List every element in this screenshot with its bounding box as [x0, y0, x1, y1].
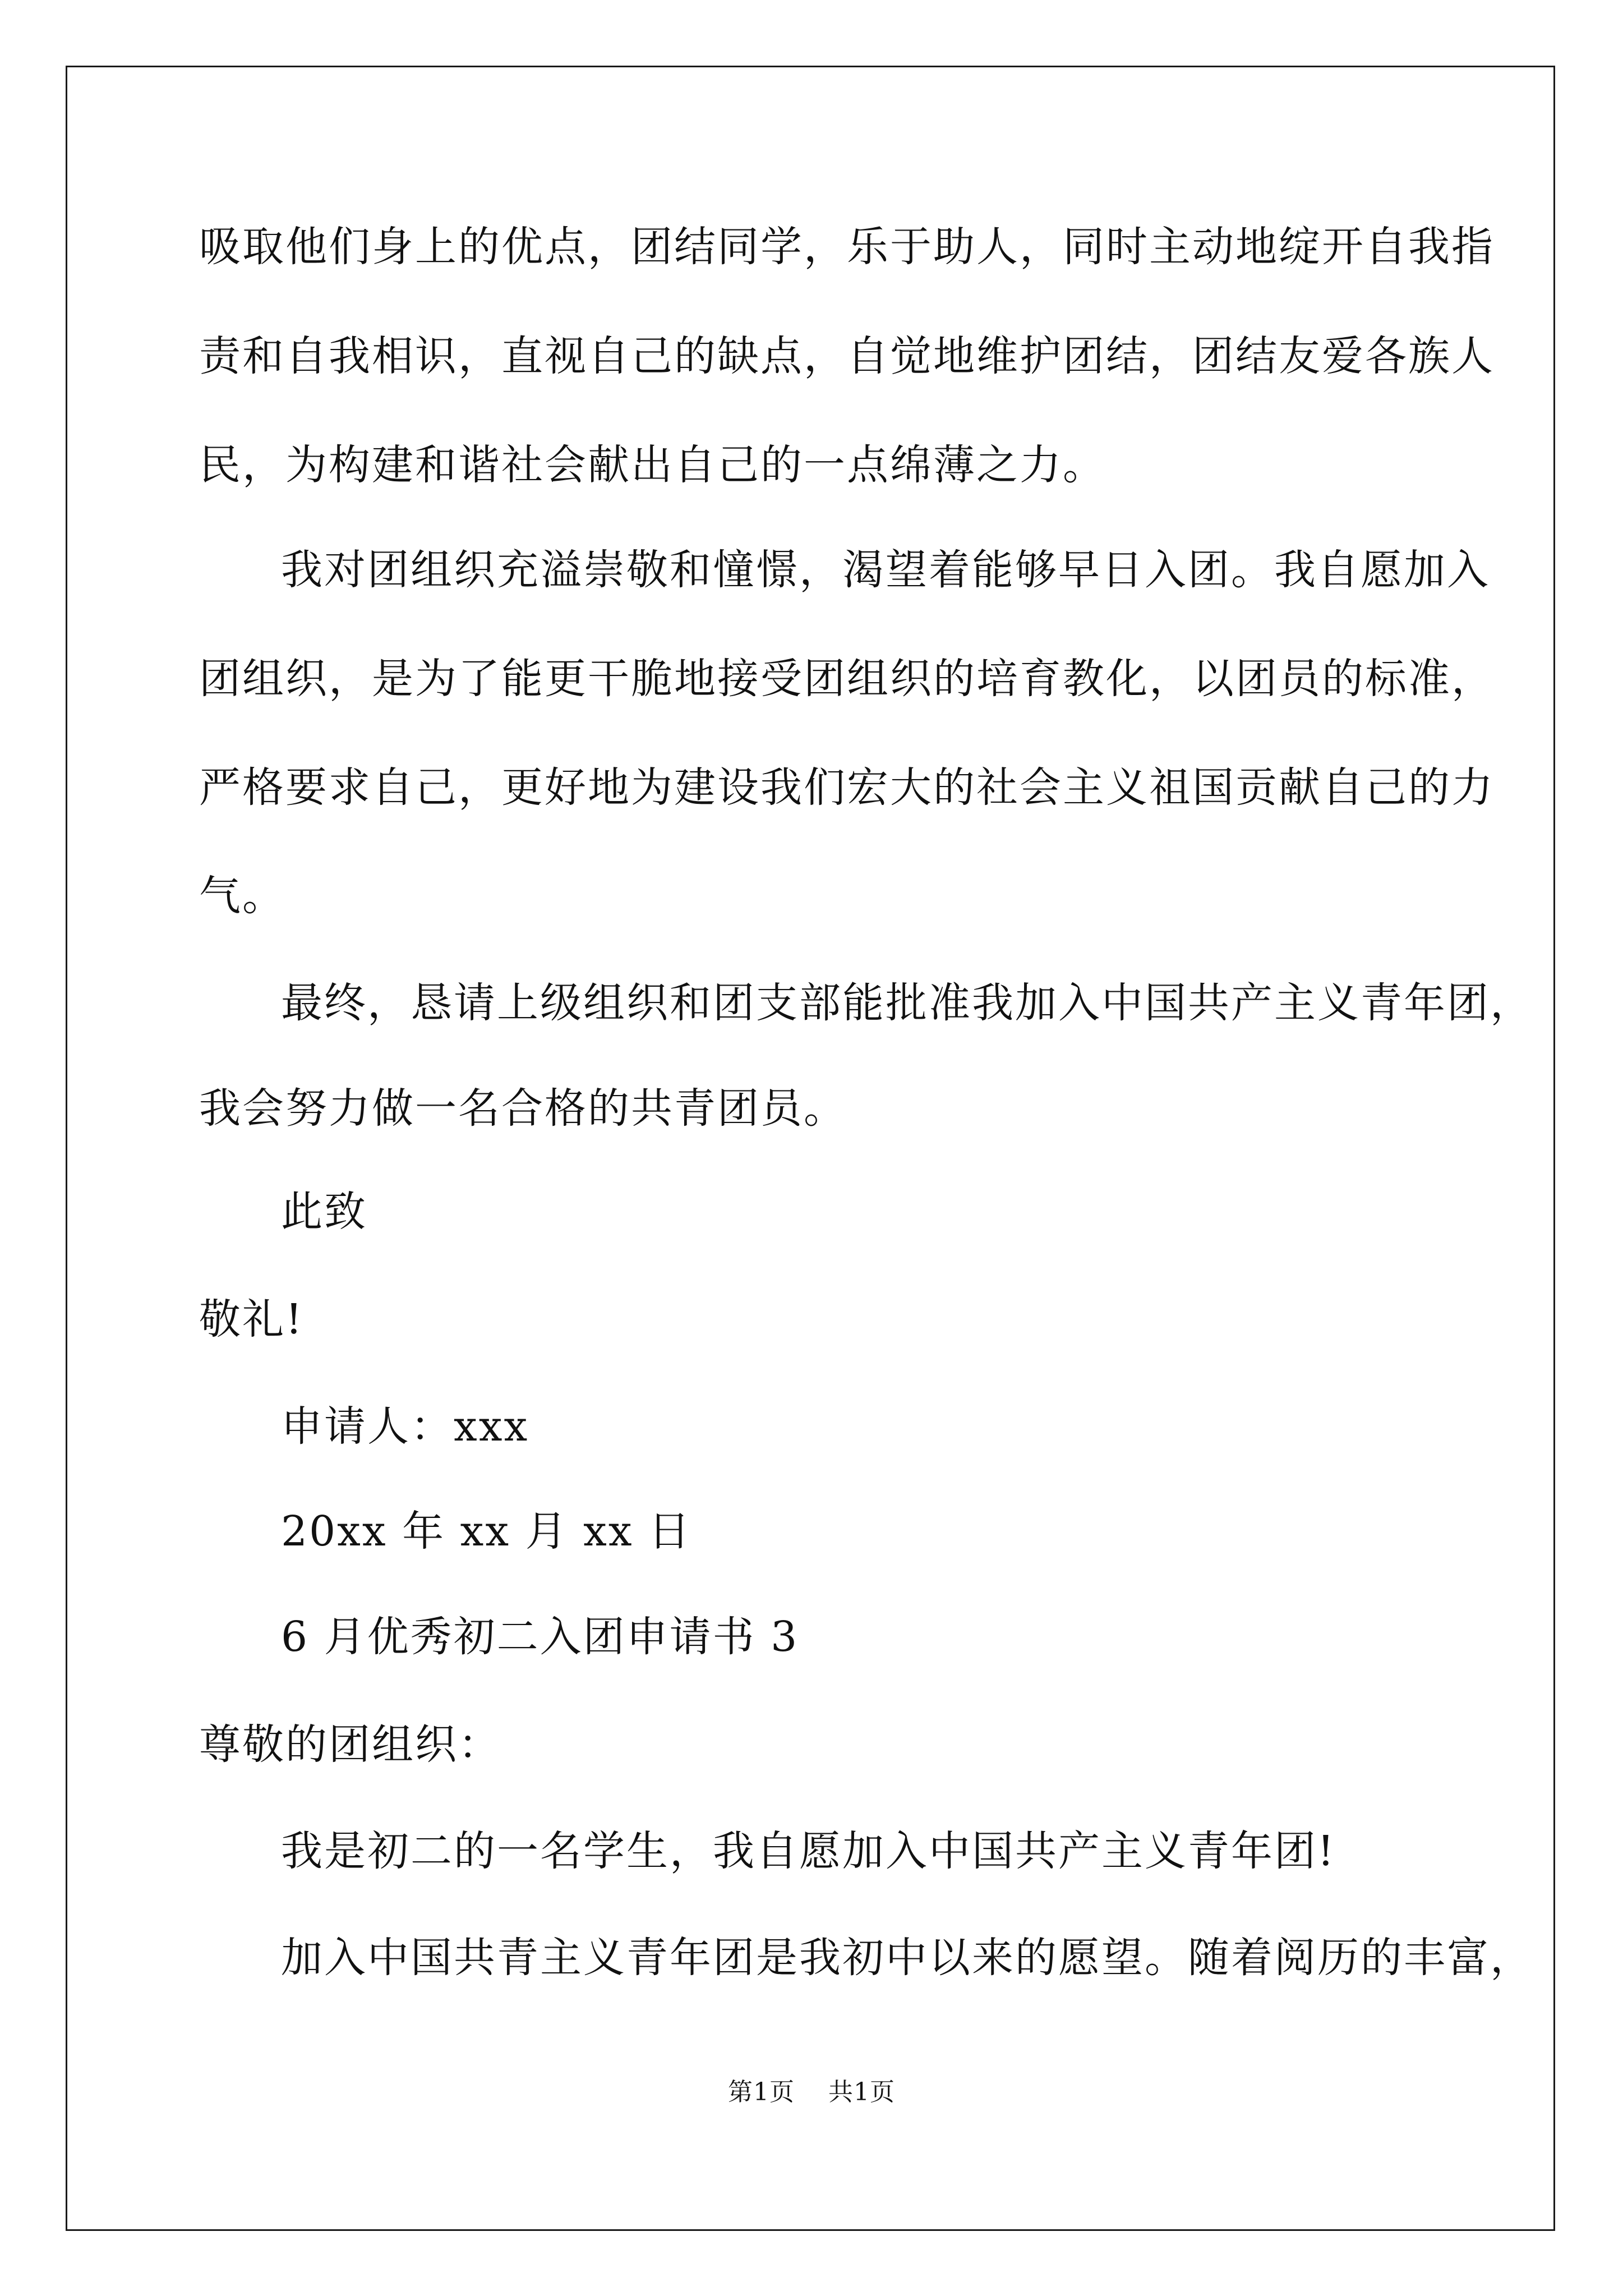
text-line: 加入中国共青主义青年团是我初中以来的愿望。随着阅历的丰富， [281, 1934, 1533, 1982]
applicant: 申请人：xxx [281, 1402, 529, 1451]
text-line: 我会努力做一名合格的共青团员。 [199, 1084, 847, 1133]
page-total: 共1页 [828, 2078, 895, 2106]
page-footer [0, 2076, 1623, 2109]
page-number: 第1页 [728, 2078, 795, 2106]
date-line: 20xx 年 xx 月 xx 日 [281, 1507, 692, 1556]
text-line: 严格要求自己，更好地为建设我们宏大的社会主义祖国贡献自己的力 [199, 763, 1495, 812]
closing: 敬礼! [199, 1295, 304, 1343]
text-line: 最终，恳请上级组织和团支部能批准我加入中国共产主义青年团， [281, 979, 1533, 1027]
section-title: 6 月优秀初二入团申请书 3 [281, 1613, 799, 1661]
salutation: 此致 [281, 1188, 367, 1236]
text-line: 责和自我相识，直视自己的缺点，自觉地维护团结，团结友爱各族人 [199, 332, 1495, 380]
greeting: 尊敬的团组织： [199, 1720, 501, 1769]
text-line: 吸取他们身上的优点，团结同学，乐于助人，同时主动地绽开自我指 [199, 223, 1495, 271]
text-line: 团组织，是为了能更干脆地接受团组织的培育教化，以团员的标准， [199, 655, 1495, 703]
page-border [66, 66, 1555, 2231]
text-line: 我是初二的一名学生，我自愿加入中国共产主义青年团! [281, 1827, 1336, 1875]
text-line: 我对团组织充溢崇敬和憧憬，渴望着能够早日入团。我自愿加入 [281, 546, 1490, 594]
text-line: 民，为构建和谐社会献出自己的一点绵薄之力。 [199, 441, 1106, 489]
text-line: 气。 [199, 872, 285, 920]
